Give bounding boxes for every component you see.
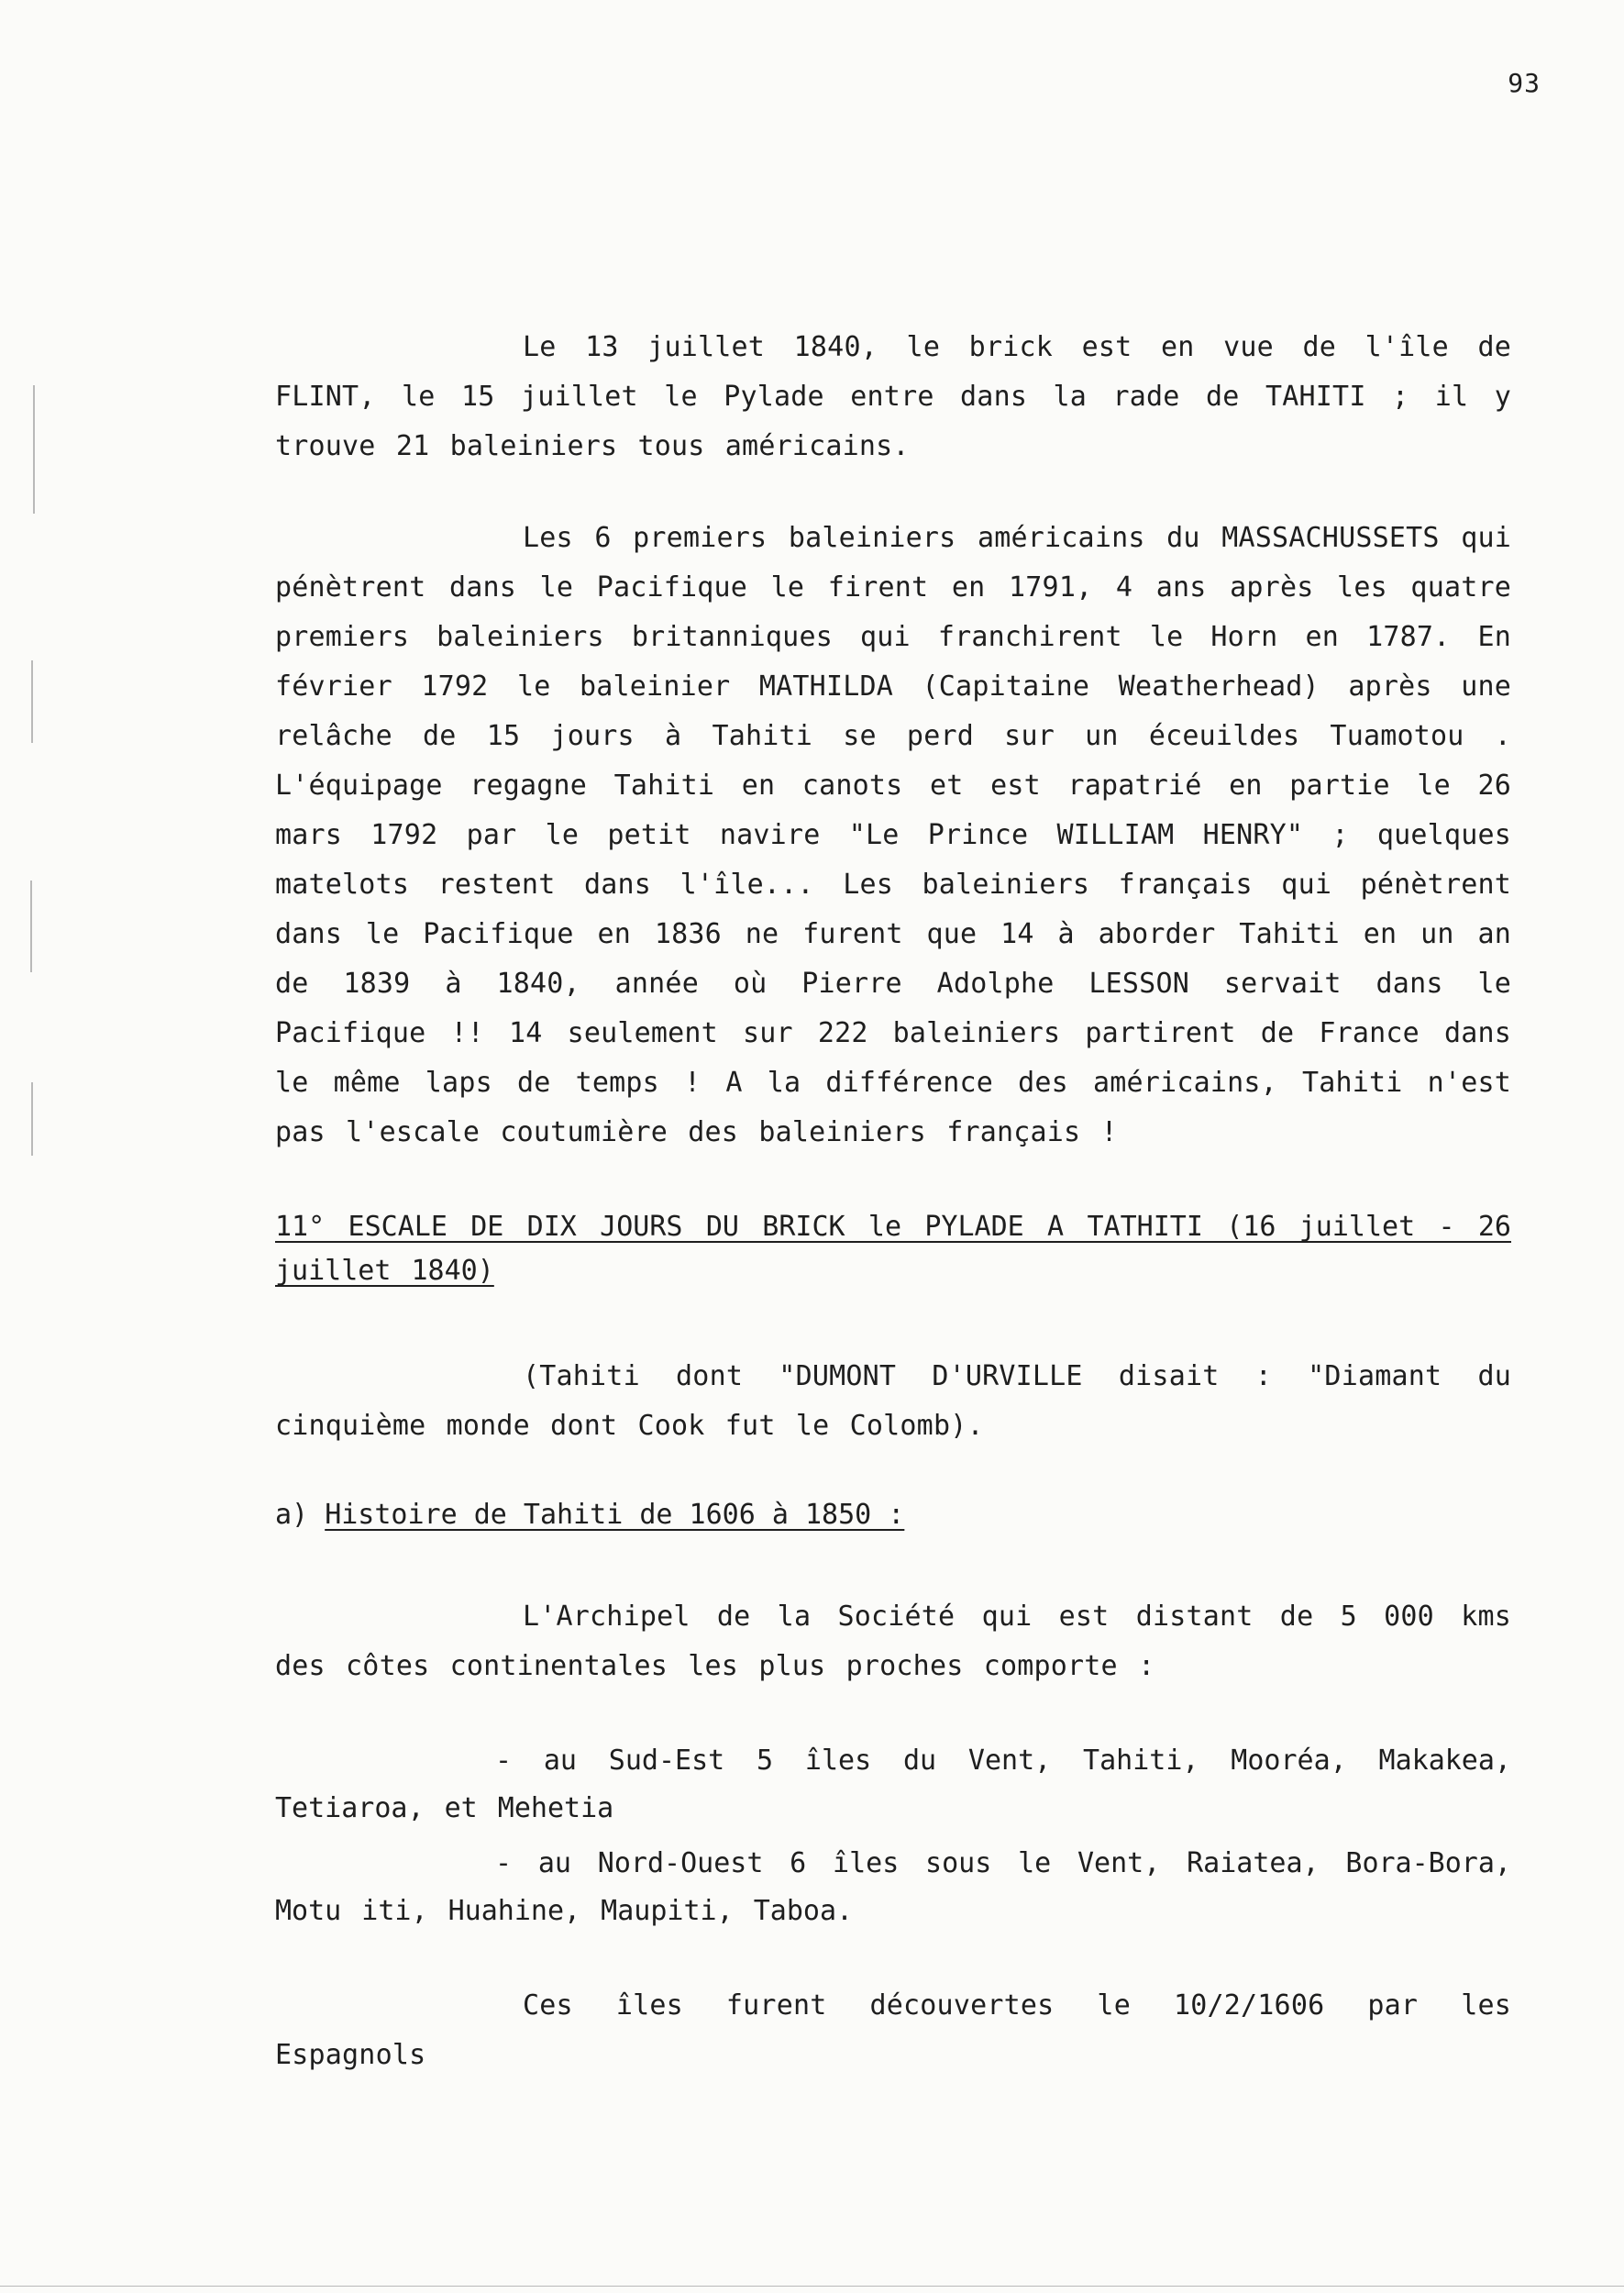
paragraph-archipelago: L'Archipel de la Société qui est distant de 5 000 kms des côtes continentales les plus proches comporte : <box>275 1601 1511 1682</box>
scan-bottom-line <box>0 2286 1624 2287</box>
paragraph-whalers-history: Les 6 premiers baleiniers américains du MASSACHUSSETS qui pénètrent dans le Pacifique le firent en 1791, 4 ans après les quatre premiers baleiniers britanniques qui franchirent le Horn en 1787. En février 1792 le baleinier MATHILDA (Capitaine Weatherhead) après une relâche de 15 jours à Tahiti se perd sur un éceuildes Tuamotou . L'équipage regagne Tahiti en canots et est rapatrié en partie le 26 mars 1792 par le petit navire "Le Prince WILLIAM HENRY" ; quelques matelots restent dans l'île... Les baleiniers français qui pénètrent dans le Pacifique en 1836 ne furent que 14 à aborder Tahiti en un an de 1839 à 1840, année où Pierre Adolphe LESSON servait dans le Pacifique !! 14 seulement sur 222 baleiniers partirent de France dans le même laps de temps ! A la différence des américains, Tahiti n'est pas l'escale coutumière des baleiniers français ! <box>275 522 1511 1148</box>
paragraph-dumont-quote: (Tahiti dont "DUMONT D'URVILLE disait : "Diamant du cinquième monde dont Cook fut le Colomb). <box>275 1360 1511 1442</box>
subheading-title: Histoire de Tahiti de 1606 à 1850 : <box>325 1499 905 1531</box>
list-item-leeward-islands: - au Nord-Ouest 6 îles sous le Vent, Raiatea, Bora-Bora, Motu iti, Huahine, Maupiti, Taboa. <box>275 1847 1511 1927</box>
list-item-windward-islands: - au Sud-Est 5 îles du Vent, Tahiti, Mooréa, Makakea, Tetiaroa, et Mehetia <box>275 1745 1511 1824</box>
scan-margin-line <box>30 881 32 972</box>
scan-margin-line <box>31 1082 33 1156</box>
section-heading-escale: 11° ESCALE DE DIX JOURS DU BRICK le PYLADE A TATHITI (16 juillet - 26 juillet 1840) <box>275 1211 1511 1287</box>
paragraph-discovery: Ces îles furent découvertes le 10/2/1606 par les Espagnols <box>275 1989 1511 2071</box>
scan-margin-line <box>33 385 35 514</box>
scan-margin-line <box>31 660 33 743</box>
subheading-prefix: a) <box>275 1499 309 1531</box>
paragraph-flint-arrival: Le 13 juillet 1840, le brick est en vue de l'île de FLINT, le 15 juillet le Pylade entre dans la rade de TAHITI ; il y trouve 21 baleiniers tous américains. <box>275 331 1511 462</box>
page-number: 93 <box>1508 68 1541 98</box>
subheading-history-tahiti <box>275 1493 904 1537</box>
